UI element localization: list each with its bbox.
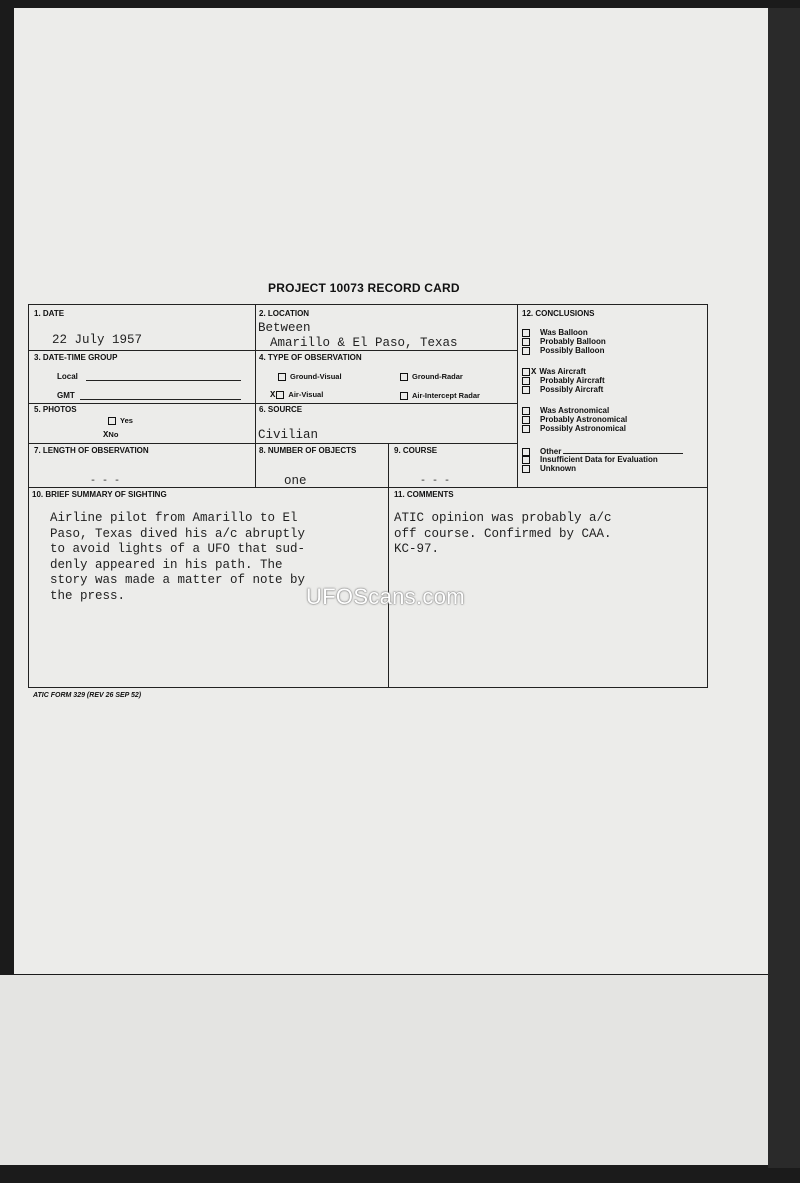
checkbox-icon — [522, 465, 530, 473]
checkbox-icon — [522, 347, 530, 355]
photos-no-text: No — [108, 430, 119, 439]
conclusion-text: Probably Balloon — [540, 337, 606, 346]
dtg-gmt-line — [80, 399, 241, 400]
checkbox-icon — [522, 425, 530, 433]
obs-air-intercept-text: Air-Intercept Radar — [412, 391, 480, 400]
divider-v2 — [517, 305, 518, 487]
summary-label: 10. BRIEF SUMMARY OF SIGHTING — [32, 490, 167, 499]
conclusion-item — [522, 406, 609, 415]
location-line2: Amarillo & El Paso, Texas — [270, 336, 458, 350]
conclusion-item — [522, 385, 603, 394]
conclusion-text: Was Balloon — [540, 328, 588, 337]
checkbox-icon — [522, 377, 530, 385]
checkbox-icon — [278, 373, 286, 381]
length-value: - - - — [90, 476, 121, 487]
photos-yes-text: Yes — [120, 416, 133, 425]
comments-label: 11. COMMENTS — [394, 490, 454, 499]
checkbox-icon — [522, 456, 530, 464]
conclusion-item — [522, 346, 604, 355]
course-label: 9. COURSE — [394, 446, 438, 455]
obs-ground-visual-text: Ground-Visual — [290, 372, 342, 381]
checkbox-icon — [400, 373, 408, 381]
date-value: 22 July 1957 — [52, 333, 143, 347]
checked-x-mark: X — [103, 430, 109, 440]
checkbox-icon — [522, 386, 530, 394]
conclusions-label: 12. CONCLUSIONS — [522, 309, 595, 318]
conclusion-text: Possibly Astronomical — [540, 424, 626, 433]
obs-ground-radar-text: Ground-Radar — [412, 372, 463, 381]
conclusion-text: Probably Aircraft — [540, 376, 605, 385]
location-label: 2. LOCATION — [259, 309, 310, 318]
obs-air-intercept — [400, 391, 480, 400]
source-value: Civilian — [258, 428, 319, 442]
conclusion-text: Insufficient Data for Evaluation — [540, 455, 658, 464]
conclusion-text: Was Aircraft — [539, 367, 586, 376]
checkbox-icon — [522, 338, 530, 346]
conclusion-item — [522, 455, 658, 464]
other-fill-line — [563, 446, 683, 454]
obs-ground-visual — [278, 372, 342, 381]
conclusion-text: Was Astronomical — [540, 406, 610, 415]
checkbox-icon — [522, 416, 530, 424]
divider-v1 — [255, 305, 256, 487]
checkbox-icon — [276, 391, 284, 399]
conclusion-item — [522, 376, 605, 385]
checkbox-icon — [522, 329, 530, 337]
divider-v3 — [388, 443, 389, 688]
conclusion-text: Unknown — [540, 464, 576, 473]
conclusion-item — [522, 415, 627, 424]
dtg-gmt-label: GMT — [57, 391, 75, 400]
obs-type-label: 4. TYPE OF OBSERVATION — [259, 353, 362, 362]
course-value: - - - — [420, 476, 451, 487]
conclusion-text: Other — [540, 447, 562, 456]
photos-yes — [108, 416, 133, 425]
next-page-edge — [0, 975, 780, 1165]
photos-no — [103, 430, 118, 440]
num-objects-value: one — [284, 474, 307, 488]
num-objects-label: 8. NUMBER OF OBJECTS — [259, 446, 357, 455]
checkbox-icon — [522, 368, 530, 376]
summary-text: Airline pilot from Amarillo to El Paso, Texas dived his a/c abruptly to avoid lights of a UFO that sud- denly appeared in his path. The story was made a matter of note by the press. — [50, 511, 306, 603]
scan-border — [768, 8, 800, 1168]
location-line1: Between — [258, 321, 311, 335]
length-label: 7. LENGTH OF OBSERVATION — [34, 446, 149, 455]
conclusion-item — [522, 464, 576, 473]
conclusion-item — [522, 328, 588, 337]
dtg-label: 3. DATE-TIME GROUP — [34, 353, 118, 362]
checkbox-icon — [522, 407, 530, 415]
dtg-local-label: Local — [57, 372, 78, 381]
obs-ground-radar — [400, 372, 463, 381]
checked-x-mark: X — [531, 367, 537, 377]
checked-x-mark: X — [270, 390, 276, 400]
obs-air-visual-text: Air-Visual — [288, 390, 324, 399]
dtg-local-line — [86, 380, 241, 381]
comments-text: ATIC opinion was probably a/c off course. Confirmed by CAA. KC-97. — [394, 511, 612, 556]
conclusion-item — [522, 424, 626, 433]
divider-h4 — [29, 487, 707, 488]
conclusion-text: Possibly Aircraft — [540, 385, 604, 394]
watermark: UFOScans.com — [306, 584, 465, 609]
conclusion-item — [522, 337, 606, 346]
checkbox-icon — [108, 417, 116, 425]
conclusion-text: Possibly Balloon — [540, 346, 605, 355]
obs-air-visual — [270, 390, 323, 400]
checkbox-icon — [400, 392, 408, 400]
conclusion-text: Probably Astronomical — [540, 415, 628, 424]
divider-h2 — [29, 403, 517, 404]
card-title: PROJECT 10073 RECORD CARD — [268, 281, 460, 295]
source-label: 6. SOURCE — [259, 405, 303, 414]
form-id: ATIC FORM 329 (REV 26 SEP 52) — [33, 692, 142, 699]
photos-label: 5. PHOTOS — [34, 405, 77, 414]
date-label: 1. DATE — [34, 309, 65, 318]
